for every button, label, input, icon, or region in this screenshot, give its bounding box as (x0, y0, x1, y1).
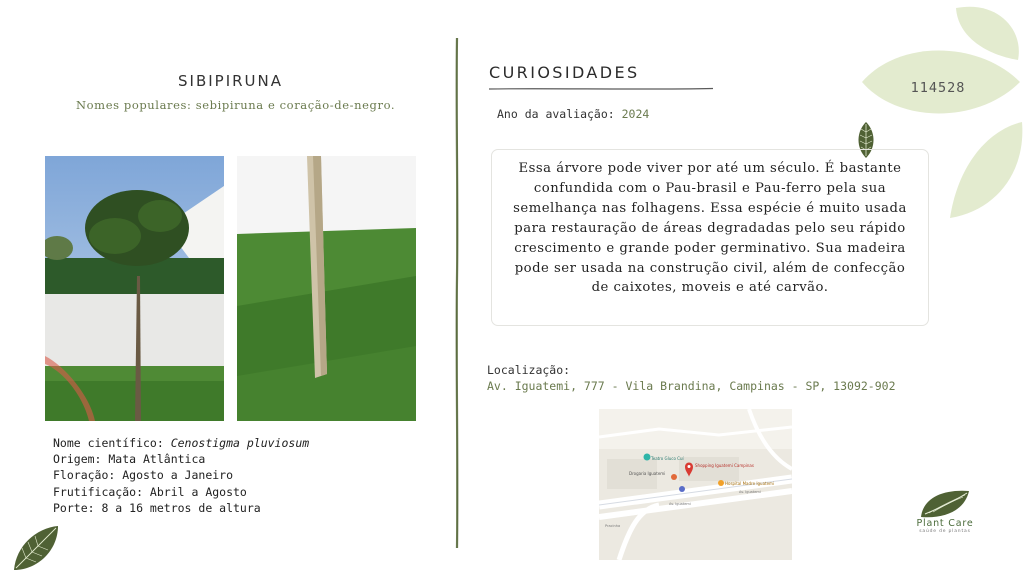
map-label: Drogaria Iguatemi (629, 471, 666, 476)
brand-name: Plant Care (916, 518, 974, 529)
map-label: Av. Iguatemi (739, 490, 761, 494)
year-label: Ano da avaliação: (497, 107, 622, 121)
map-label: Shopping Iguatemi Campinas (695, 463, 754, 468)
popular-names: Nomes populares: sebipiruna e coração-de-negro. (76, 98, 396, 112)
map-label: Hospital Madre Iguatemi (725, 481, 775, 486)
leaf-icon (8, 520, 64, 576)
tree-photo (45, 156, 224, 421)
location-map[interactable] (599, 409, 792, 560)
map-poi-icon (718, 480, 724, 486)
map-label: Pracinha (605, 524, 621, 528)
location-address: Av. Iguatemi, 777 - Vila Brandina, Campinas - SP, 13092-902 (487, 379, 896, 393)
logo-leaf-icon (917, 487, 973, 519)
vertical-divider (452, 38, 462, 548)
size: Porte: 8 a 16 metros de altura (53, 500, 261, 515)
scientific-name-row (53, 435, 433, 451)
flowering: Floração: Agosto a Janeiro (53, 468, 234, 483)
plant-facts (53, 435, 433, 516)
evaluation-year (497, 107, 797, 121)
scientific-name: Cenostigma pluviosum (170, 436, 310, 450)
map-label: Teatro Gluco Cuí (651, 456, 684, 461)
record-code: 114528 (910, 80, 966, 96)
plant-care-logo (905, 487, 985, 534)
title-underline (489, 86, 713, 92)
map-label: Av. Iguatemi (669, 502, 691, 506)
scientific-name-label: Nome científico: (53, 436, 171, 450)
map-poi-icon (644, 454, 651, 461)
plant-title: SIBIPIRUNA (178, 72, 284, 90)
fruiting: Frutificação: Abril a Agosto (53, 484, 247, 499)
map-poi-icon (671, 474, 677, 480)
curiosities-title: CURIOSIDADES (489, 63, 640, 82)
brand-tagline: saúde de plantas (919, 529, 971, 534)
map-poi-icon (679, 486, 685, 492)
year-value: 2024 (621, 107, 650, 121)
trunk-photo (237, 156, 416, 421)
curiosities-text: Essa árvore pode viver por até um século. É bastante confundida com o Pau-brasil e Pau-ferro pela sua semelhança nas folhagens. Essa espécie é muito usada para restauração de áreas degradadas pelo seu rápido crescimento e grande poder germinativo. Sua madeira pode ser usada na construção civil, além de confecção de caixotes, moveis e até carvão. (491, 149, 929, 326)
origin: Origem: Mata Atlântica (53, 452, 206, 467)
location-label: Localização: (487, 363, 571, 377)
